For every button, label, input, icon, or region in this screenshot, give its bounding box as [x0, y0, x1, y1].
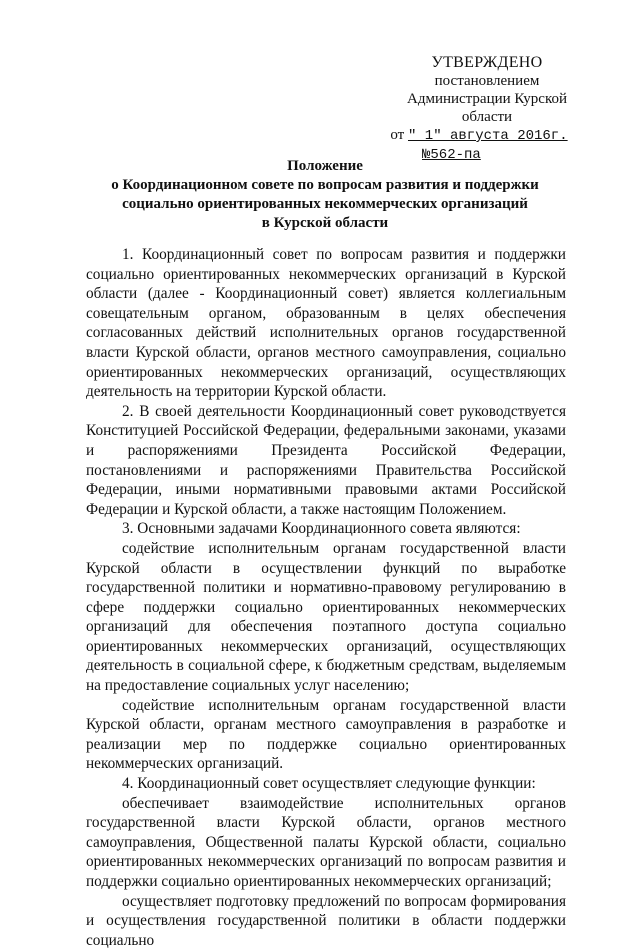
- approval-date-line: [384, 126, 574, 145]
- paragraph-4: содействие исполнительным органам государственной власти Курской области в осуществлении функций по выработке государственной политики и нормативно-правовому регулированию в сфере поддержки социально ориентированных некоммерческих организаций для обеспечения поэтапного доступа социально ориентированных некоммерческих организаций, осуществляющих деятельность в социальной сфере, к бюджетным средствам, выделяемым на предоставление социальных услуг населению;: [86, 539, 566, 695]
- paragraph-1: 1. Координационный совет по вопросам развития и поддержки социально ориентированных некоммерческих организаций в Курской области (далее - Координационный совет) является коллегиальным совещательным органом, образованным в целях обеспечения согласованных действий исполнительных органов государственной власти Курской области, органов местного самоуправления, социально ориентированных некоммерческих организаций, осуществляющих деятельность на территории Курской области.: [86, 246, 566, 401]
- approval-line-2: Администрации Курской: [406, 91, 567, 107]
- approval-line-1: постановлением: [434, 73, 540, 89]
- heading-line-1: Положение: [287, 158, 363, 174]
- paragraph-6: 4. Координационный совет осуществляет следующие функции:: [122, 775, 536, 793]
- document-heading: [85, 157, 565, 233]
- paragraph-2: 2. В своей деятельности Координационный совет руководствуется Конституцией Российской Федерации, федеральными законами, указами и распоряжениями Президента Российской Федерации, постановлениями и распоряжениями Правительства Российской Федерации, иными нормативными правовыми актами Российской Федерации и Курской области, а также настоящим Положением.: [86, 402, 566, 518]
- heading-line-2: о Координационном совете по вопросам развития и поддержки: [111, 177, 539, 193]
- paragraph-3: 3. Основными задачами Координационного совета являются:: [122, 520, 521, 538]
- approval-title: УТВЕРЖДЕНО: [431, 54, 543, 71]
- document-body: [86, 245, 566, 950]
- approval-line-3: области: [461, 109, 513, 125]
- paragraph-7: обеспечивает взаимодействие исполнительных органов государственной власти Курской области, органов местного самоуправления, Общественной палаты Курской области, социально ориентированных некоммерческих организаций по вопросам развития и поддержки социально ориентированных некоммерческих организаций;: [86, 794, 566, 890]
- heading-line-4: в Курской области: [261, 215, 389, 231]
- approval-number: №562-па: [422, 147, 481, 163]
- approval-date-prefix: от: [390, 127, 405, 143]
- paragraph-8: осуществляет подготовку предложений по вопросам формирования и осуществления государственной политики в области поддержки социально: [86, 892, 566, 949]
- paragraph-5: содействие исполнительным органам государственной власти Курской области, органам местного самоуправления в разработке и реализации мер по поддержке социально ориентированных некоммерческих организаций.: [86, 696, 566, 773]
- approval-stamp: [392, 54, 582, 164]
- heading-line-3: социально ориентированных некоммерческих организаций: [122, 196, 528, 212]
- approval-date: " 1" августа 2016г.: [407, 128, 568, 144]
